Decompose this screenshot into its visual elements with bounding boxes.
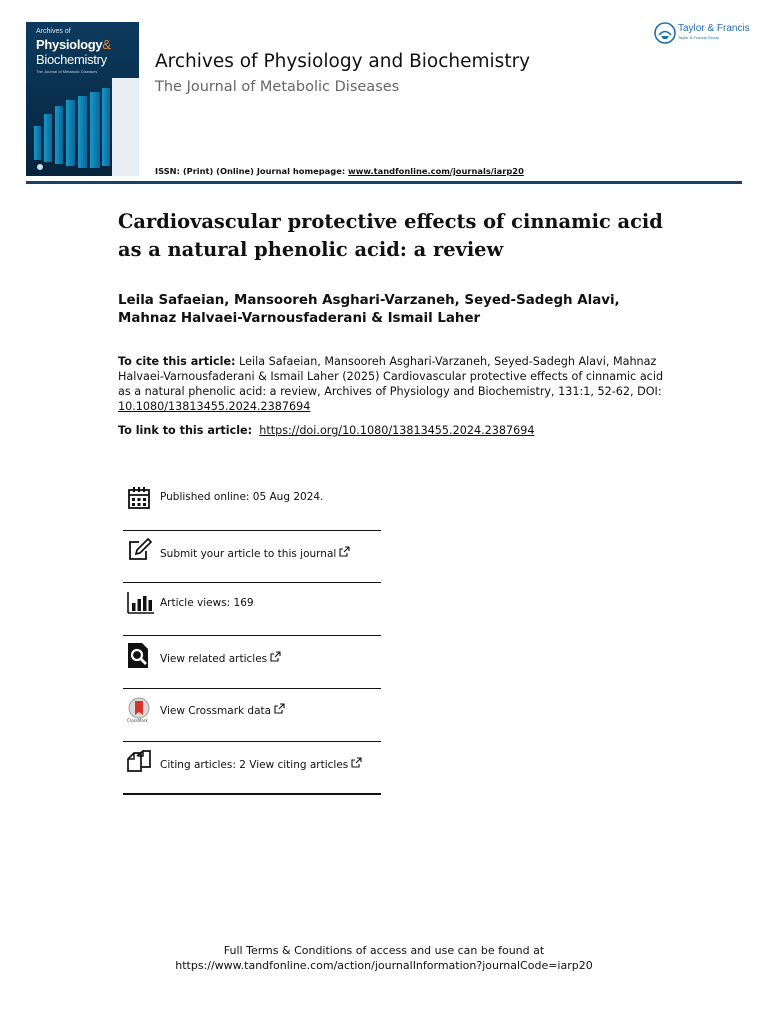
crossmark-row[interactable]: [123, 694, 381, 728]
calendar-icon: [127, 486, 151, 514]
article-authors: Leila Safaeian, Mansooreh Asghari-Varzaneh, Seyed-Sadegh Alavi, Mahnaz Halvaei-Varnousfaderani & Ismail Laher: [118, 293, 620, 326]
cover-title-line-2: Biochemistry: [36, 52, 107, 67]
row-divider: [123, 582, 381, 583]
issn-text: ISSN: (Print) (Online) Journal homepage:: [155, 166, 349, 176]
citation-label: To cite this article:: [118, 355, 236, 368]
edit-icon: [127, 538, 153, 566]
cover-series-line: Archives of: [36, 28, 71, 35]
cover-title-line: Physiology&: [36, 37, 111, 52]
external-link-icon: [351, 757, 362, 768]
article-title: Cardiovascular protective effects of cinnamic acid as a natural phenolic acid: a review: [118, 210, 663, 261]
journal-title: Archives of Physiology and Biochemistry: [155, 51, 531, 72]
row-divider: [123, 741, 381, 742]
external-link-icon: [270, 651, 281, 662]
submit-article-link[interactable]: Submit your article to this journal: [160, 546, 350, 560]
issn-line: [155, 166, 524, 176]
footer-terms-line: Full Terms & Conditions of access and use can be found at: [223, 944, 545, 957]
search-document-icon: [127, 643, 149, 672]
footer-terms-link[interactable]: https://www.tandfonline.com/action/journalInformation?journalCode=iarp20: [175, 959, 593, 972]
crossmark-link[interactable]: View Crossmark data: [160, 703, 285, 717]
external-link-icon: [339, 546, 350, 557]
citation-doi-link[interactable]: 10.1080/13813455.2024.2387694: [118, 400, 311, 413]
citing-articles-link[interactable]: Citing articles: 2 View citing articles: [160, 757, 362, 771]
related-articles-row[interactable]: [123, 641, 381, 675]
publisher-emblem-icon: [654, 22, 676, 44]
citation-block: [118, 354, 678, 414]
citation-text: Leila Safaeian, Mansooreh Asghari-Varzaneh, Seyed-Sadegh Alavi, Mahnaz Halvaei-Varnousfaderani & Ismail Laher (2025) Cardiovascular protective effects of cinnamic acid as a natural phenolic acid: a review, Archives of Physiology and Biochemistry, 131:1, 52-62, DOI:: [118, 355, 664, 398]
publisher-name: Taylor & Francis: [678, 23, 750, 34]
citing-articles-icon: [127, 750, 151, 778]
crossmark-icon: [126, 697, 154, 725]
article-link-label: To link to this article:: [118, 424, 253, 437]
published-online-label: Published online: 05 Aug 2024.: [160, 491, 324, 503]
external-link-icon: [274, 703, 285, 714]
row-divider: [123, 688, 381, 689]
citing-articles-row[interactable]: [123, 747, 381, 781]
footer-terms: [0, 943, 768, 973]
row-divider: [123, 635, 381, 636]
row-divider: [123, 530, 381, 531]
bar-chart-icon: [127, 592, 154, 618]
journal-subtitle: The Journal of Metabolic Diseases: [155, 79, 400, 95]
journal-homepage-link[interactable]: www.tandfonline.com/journals/iarp20: [348, 166, 524, 176]
published-online-row: [123, 484, 381, 512]
publisher-group: Taylor & Francis Group: [678, 35, 719, 40]
article-views-label: Article views: 169: [160, 597, 254, 609]
article-doi-link[interactable]: https://doi.org/10.1080/13813455.2024.2387694: [259, 424, 535, 437]
cover-subtitle: The Journal of Metabolic Diseases: [36, 69, 98, 74]
submit-article-row[interactable]: [123, 536, 381, 570]
related-articles-link[interactable]: View related articles: [160, 651, 281, 665]
crossmark-caption: CrossMark: [127, 718, 148, 723]
journal-cover-image: [26, 22, 139, 176]
article-views-row: [123, 588, 381, 620]
header-rule: [26, 181, 742, 184]
article-link-block: [118, 423, 678, 438]
row-divider: [123, 793, 381, 795]
